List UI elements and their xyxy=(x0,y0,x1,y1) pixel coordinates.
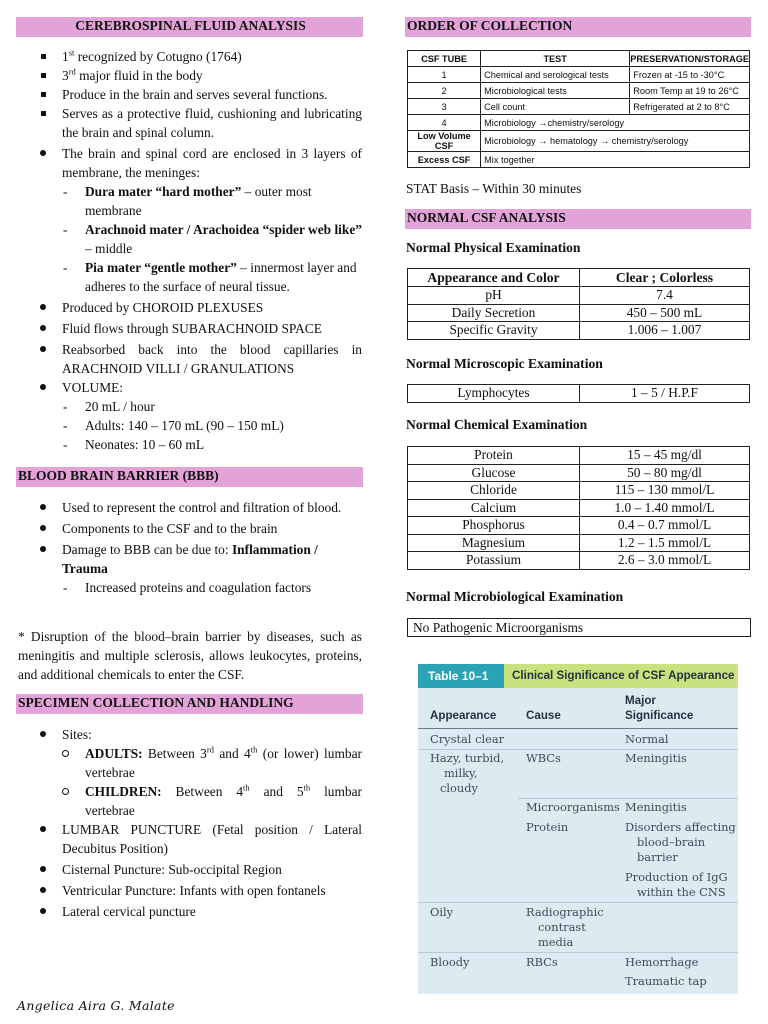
table-cell: Magnesium xyxy=(408,534,580,552)
list-item: - Dura mater “hard mother” – outer most membrane xyxy=(85,182,362,220)
table-cell: Meningitis xyxy=(625,751,687,765)
table-row xyxy=(408,552,750,570)
bbb-sublist xyxy=(85,578,362,597)
normal-section-header: NORMAL CSF ANALYSIS xyxy=(405,209,751,229)
list-item: 3rd major fluid in the body xyxy=(62,66,362,85)
table-cell: Low Volume CSF xyxy=(408,131,481,152)
table-cell: Calcium xyxy=(408,499,580,517)
list-item: - Increased proteins and coagulation factors xyxy=(85,578,362,597)
table-row xyxy=(408,99,750,115)
table-cell: contrast xyxy=(538,920,586,934)
list-item: - Pia mater “gentle mother” – innermost layer and adheres to the surface of neural tissue. xyxy=(85,258,362,296)
table-cell: RBCs xyxy=(526,955,558,969)
table-cell: Chemical and serological tests xyxy=(481,67,630,83)
list-item: Produce in the brain and serves several functions. xyxy=(62,85,362,104)
table-cell: Microbiology → hematology → chemistry/serology xyxy=(481,131,750,152)
table-cell: 1.006 – 1.007 xyxy=(580,322,750,340)
row-divider xyxy=(418,902,738,903)
table-cell: Room Temp at 19 to 26°C xyxy=(630,83,750,99)
table-row xyxy=(408,83,750,99)
stat-basis-note: STAT Basis – Within 30 minutes xyxy=(406,181,582,196)
specimen-section-header: SPECIMEN COLLECTION AND HANDLING xyxy=(16,694,363,714)
list-item: Used to represent the control and filtration of blood. xyxy=(62,498,362,517)
list-item: CHILDREN: Between 4th and 5th lumbar vertebrae xyxy=(85,782,363,818)
table-cell: 50 – 80 mg/dl xyxy=(580,464,750,482)
bbb-note: * Disruption of the blood–brain barrier by diseases, such as meningitis and multiple sclerosis, allows leukocytes, proteins, and additional chemicals to enter the CSF. xyxy=(18,629,362,682)
table-cell: Daily Secretion xyxy=(408,304,580,322)
column-header: PRESERVATION/STORAGE xyxy=(630,51,750,67)
table-cell: Phosphorus xyxy=(408,517,580,535)
meninges-list xyxy=(85,182,362,296)
table-cell: Mix together xyxy=(481,152,750,168)
table-cell: Oily xyxy=(430,905,454,919)
list-item: Lateral cervical puncture xyxy=(62,902,362,921)
table-row xyxy=(408,534,750,552)
microbiological-exam-title: Normal Microbiological Examination xyxy=(406,589,624,604)
row-divider xyxy=(418,749,738,750)
table-title: Clinical Significance of CSF Appearance xyxy=(512,669,735,682)
list-item: LUMBAR PUNCTURE (Fetal position / Lateral Decubitus Position) xyxy=(62,822,362,856)
table-cell: Protein xyxy=(408,447,580,465)
column-header: Appearance xyxy=(430,709,497,722)
list-item: Fluid flows through SUBARACHNOID SPACE xyxy=(62,319,362,338)
clinical-significance-table xyxy=(418,664,738,994)
table-cell: Radiographic xyxy=(526,905,604,919)
list-item: Damage to BBB can be due to: Inflammation / Trauma xyxy=(62,540,362,578)
table-cell: Traumatic tap xyxy=(625,974,707,988)
header-divider xyxy=(418,728,738,729)
table-cell: Chloride xyxy=(408,482,580,500)
table-cell: Crystal clear xyxy=(430,732,505,746)
bbb-section-header: BLOOD BRAIN BARRIER (BBB) xyxy=(16,467,363,487)
table-cell: media xyxy=(538,935,574,949)
csf-section-header: CEREBROSPINAL FLUID ANALYSIS xyxy=(16,17,363,37)
column-header: Clear ; Colorless xyxy=(580,269,750,287)
table-cell: pH xyxy=(408,287,580,305)
table-cell: 1 xyxy=(408,67,481,83)
table-cell: blood–brain xyxy=(637,835,706,849)
column-header: TEST xyxy=(481,51,630,67)
table-cell: within the CNS xyxy=(637,885,726,899)
order-section-header: ORDER OF COLLECTION xyxy=(405,17,751,37)
table-cell: 0.4 – 0.7 mmol/L xyxy=(580,517,750,535)
column-header: Appearance and Color xyxy=(408,269,580,287)
table-cell: 115 – 130 mmol/L xyxy=(580,482,750,500)
table-cell: Meningitis xyxy=(625,800,687,814)
bbb-list xyxy=(62,498,362,597)
table-cell: barrier xyxy=(637,850,678,864)
chemical-exam-table xyxy=(407,446,750,570)
table-cell: Microbiological tests xyxy=(481,83,630,99)
table-cell: milky, xyxy=(444,766,478,780)
table-row xyxy=(408,287,750,305)
list-item: - Adults: 140 – 170 mL (90 – 150 mL) xyxy=(85,416,362,435)
table-cell: Microbiology →chemistry/serology xyxy=(481,115,750,131)
table-cell: 450 – 500 mL xyxy=(580,304,750,322)
table-cell: 7.4 xyxy=(580,287,750,305)
table-row xyxy=(408,385,750,403)
list-item: Components to the CSF and to the brain xyxy=(62,519,362,538)
list-item: Sites: xyxy=(62,725,362,744)
list-item: VOLUME: xyxy=(62,378,362,397)
table-cell: 2 xyxy=(408,83,481,99)
table-header-row xyxy=(408,269,750,287)
table-cell: Frozen at -15 to -30°C xyxy=(630,67,750,83)
table-row xyxy=(408,322,750,340)
list-item: Ventricular Puncture: Infants with open fontanels xyxy=(62,881,362,900)
table-cell: 3 xyxy=(408,99,481,115)
volume-list xyxy=(85,397,362,454)
list-item: Produced by CHOROID PLEXUSES xyxy=(62,298,362,317)
table-cell: Specific Gravity xyxy=(408,322,580,340)
row-divider xyxy=(518,798,738,799)
column-header: Significance xyxy=(625,709,694,722)
order-of-collection-table xyxy=(407,50,750,168)
specimen-list xyxy=(62,725,362,921)
table-cell: Hazy, turbid, xyxy=(430,751,505,765)
column-header: Cause xyxy=(526,709,561,722)
list-item: - 20 mL / hour xyxy=(85,397,362,416)
sites-list xyxy=(85,744,362,820)
list-item: Reabsorbed back into the blood capillaries in ARACHNOID VILLI / GRANULATIONS xyxy=(62,342,362,376)
table-cell: Cell count xyxy=(481,99,630,115)
table-cell: 2.6 – 3.0 mmol/L xyxy=(580,552,750,570)
table-cell: Lymphocytes xyxy=(408,385,580,403)
table-cell: Normal xyxy=(625,732,669,746)
list-item: Cisternal Puncture: Sub-occipital Region xyxy=(62,860,362,879)
list-item: - Neonates: 10 – 60 mL xyxy=(85,435,362,454)
table-cell: Disorders affecting xyxy=(625,820,736,834)
table-cell: 1.2 – 1.5 mmol/L xyxy=(580,534,750,552)
list-item: The brain and spinal cord are enclosed in 3 layers of membrane, the meninges: xyxy=(62,146,362,180)
column-header: Major xyxy=(625,694,656,707)
table-cell: Production of IgG xyxy=(625,870,728,884)
column-header: CSF TUBE xyxy=(408,51,481,67)
table-cell: Potassium xyxy=(408,552,580,570)
table-cell: Refrigerated at 2 to 8°C xyxy=(630,99,750,115)
list-item: ADULTS: Between 3rd and 4th (or lower) lumbar vertebrae xyxy=(85,744,362,780)
table-row xyxy=(408,152,750,168)
microscopic-exam-title: Normal Microscopic Examination xyxy=(406,356,603,371)
row-divider xyxy=(418,952,738,953)
physical-exam-title: Normal Physical Examination xyxy=(406,240,581,255)
table-cell: 1.0 – 1.40 mmol/L xyxy=(580,499,750,517)
table-row xyxy=(408,304,750,322)
table-cell: Bloody xyxy=(430,955,470,969)
table-cell: WBCs xyxy=(526,751,561,765)
table-number-badge: Table 10–1 xyxy=(418,664,504,688)
table-row xyxy=(408,464,750,482)
table-cell: 15 – 45 mg/dl xyxy=(580,447,750,465)
table-row xyxy=(408,67,750,83)
table-row xyxy=(408,115,750,131)
table-cell: cloudy xyxy=(440,781,478,795)
table-header-row xyxy=(408,51,750,67)
list-item: Serves as a protective fluid, cushioning and lubricating the brain and spinal column. xyxy=(62,106,362,140)
table-row xyxy=(408,499,750,517)
microbiological-exam-value: No Pathogenic Microorganisms xyxy=(407,618,751,637)
table-cell: Hemorrhage xyxy=(625,955,699,969)
table-row xyxy=(408,131,750,152)
csf-list xyxy=(62,47,362,454)
table-cell: Protein xyxy=(526,820,569,834)
table-row xyxy=(408,447,750,465)
microscopic-exam-table xyxy=(407,384,750,403)
list-item: 1st recognized by Cotugno (1764) xyxy=(62,47,362,66)
table-cell: Microorganisms xyxy=(526,800,620,814)
table-row xyxy=(408,482,750,500)
physical-exam-table xyxy=(407,268,750,340)
author-signature: Angelica Aira G. Malate xyxy=(17,998,175,1013)
table-cell: 1 – 5 / H.P.F xyxy=(580,385,750,403)
list-item: - Arachnoid mater / Arachoidea “spider web like” – middle xyxy=(85,220,362,258)
chemical-exam-title: Normal Chemical Examination xyxy=(406,417,588,432)
table-cell: Glucose xyxy=(408,464,580,482)
table-cell: Excess CSF xyxy=(408,152,481,168)
table-row xyxy=(408,517,750,535)
table-cell: 4 xyxy=(408,115,481,131)
